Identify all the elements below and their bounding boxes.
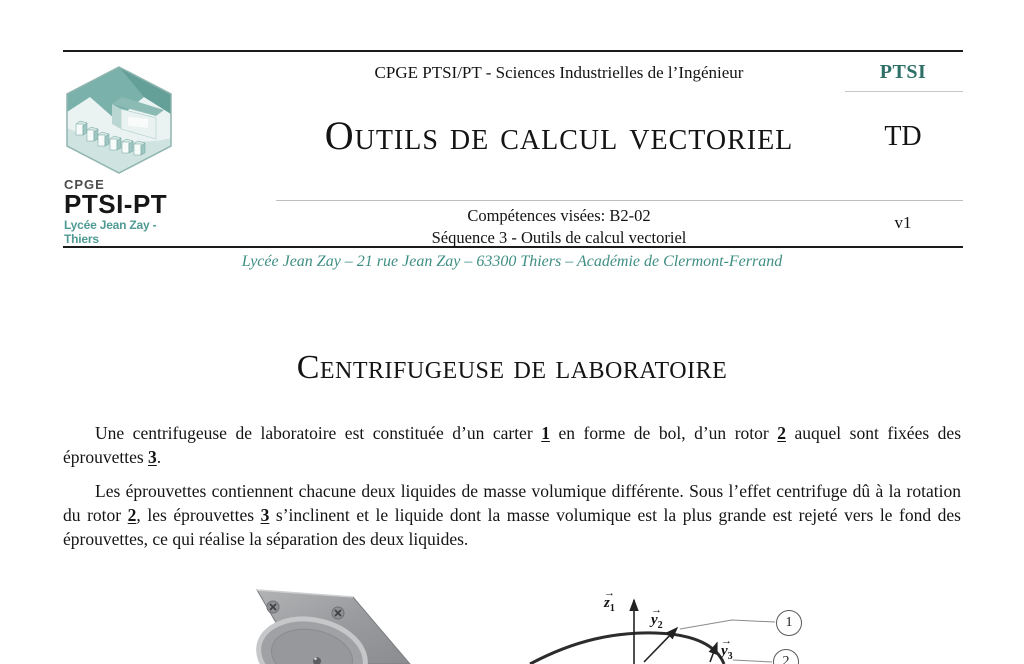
sequence-line: Séquence 3 - Outils de calcul vectoriel — [431, 227, 687, 247]
header-competences — [275, 205, 843, 248]
logo-cpge-text: CPGE — [64, 177, 105, 192]
header-course-line: CPGE PTSI/PT - Sciences Industrielles de l’Ingénieur — [374, 63, 744, 82]
vector-label-y2: → $y_2$ — [651, 613, 663, 633]
diagram-drawing — [480, 580, 920, 664]
class-badge: PTSI — [879, 61, 927, 83]
logo-name-text: PTSI-PT — [64, 189, 168, 219]
callout-rotor: 2 — [773, 649, 799, 664]
school-logo — [64, 66, 182, 246]
callout-carter: 1 — [776, 610, 802, 636]
vector-label-y3: → $y_3$ — [721, 644, 733, 664]
school-logo-icon — [64, 66, 174, 174]
doc-type-badge: TD — [884, 121, 922, 152]
part-reference: 2 — [127, 505, 137, 525]
school-address-line: Lycée Jean Zay – 21 rue Jean Zay – 63300 Thiers – Académie de Clermont-Ferrand — [241, 253, 783, 270]
section-title: Centrifugeuse de laboratoire — [296, 349, 728, 386]
paragraph-details: Les éprouvettes contiennent chacune deux liquides de masse volumique différente. Sous l’effet centrifuge dû à la rotation du rotor 2, les éprouvettes 3 s’inclinent et le liquide dont la masse volumique est la plus grande est rejeté vers le fond des éprouvettes, ce qui réalise la séparation des deux liquides. — [63, 481, 961, 549]
centrifuge-diagram — [480, 580, 920, 664]
paragraph-intro: Une centrifugeuse de laboratoire est constituée d’un carter 1 en forme de bol, d’un rotor 2 auquel sont fixées des éprouvettes 3. — [63, 423, 961, 467]
part-reference: 1 — [541, 423, 550, 443]
centrifuge-photo — [240, 586, 420, 664]
header-top-rule — [63, 50, 963, 52]
part-reference: 3 — [260, 505, 270, 525]
class-badge-divider — [845, 91, 963, 92]
competences-line: Compétences visées: B2-02 — [467, 206, 651, 225]
document-title: Outils de calcul vectoriel — [324, 113, 794, 158]
header-mid-divider — [276, 200, 963, 201]
logo-school-text: Lycée Jean Zay - Thiers — [64, 218, 157, 246]
version-badge: v1 — [894, 213, 912, 232]
part-reference: 3 — [148, 447, 157, 467]
part-reference: 2 — [777, 423, 786, 443]
vector-label-z1: → $z_1$ — [604, 596, 615, 616]
